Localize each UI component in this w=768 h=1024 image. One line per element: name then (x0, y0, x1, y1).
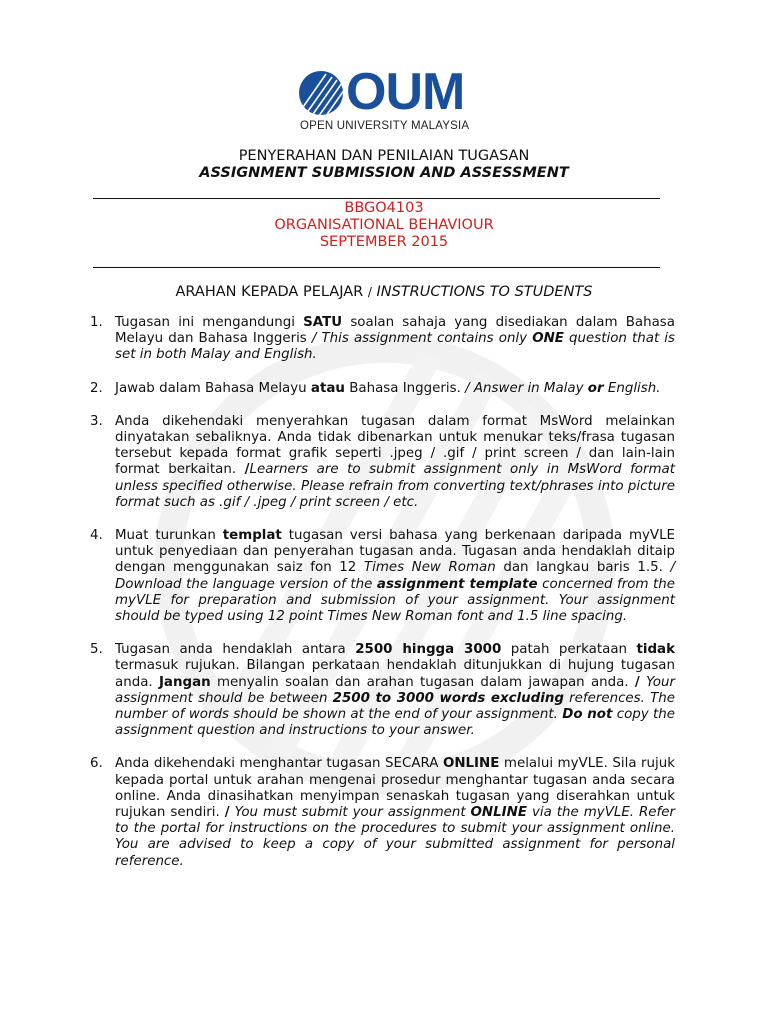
text-run: English. (603, 380, 661, 396)
text-run: dan langkau baris 1.5. (495, 560, 671, 576)
text-run: concerned from the myVLE for preparation and submission of your assignment. Your assignment should be typed using 12 point Times New Roman font and 1.5 line spacing. (115, 576, 675, 625)
text-run: Do not (562, 707, 613, 723)
text-run: / (244, 462, 250, 478)
instruction-number: 4. (90, 528, 103, 544)
text-run: Bahasa Inggeris. (344, 380, 466, 396)
text-run: / This assignment contains only (311, 331, 533, 347)
text-run: / (634, 674, 640, 690)
text-run: You must submit your assignment (229, 805, 471, 821)
oum-globe-icon (296, 68, 346, 118)
instruction-text (115, 315, 675, 364)
text-run: ONLINE (470, 805, 528, 821)
text-run: soalan sahaja yang disediakan dalam Bahasa Melayu dan Bahasa Inggeris (115, 315, 675, 347)
text-run: / Answer in Malay (465, 380, 588, 396)
text-run: or (587, 380, 604, 396)
instructions-list (90, 315, 675, 870)
text-run: Tugasan anda hendaklah antara (115, 642, 356, 658)
text-run: tidak (636, 642, 675, 658)
instruction-text (115, 756, 675, 869)
top-divider (93, 198, 660, 199)
instructions-heading-english: INSTRUCTIONS TO STUDENTS (376, 284, 593, 300)
course-name: ORGANISATIONAL BEHAVIOUR (274, 217, 494, 233)
instruction-item (90, 414, 675, 511)
text-run: Anda dikehendaki menghantar tugasan SECARA (115, 756, 443, 772)
instructions-heading (0, 284, 768, 300)
text-run: copy the assignment question and instructions to your answer. (115, 707, 675, 739)
instruction-item (90, 756, 675, 869)
text-run: ONE (532, 331, 564, 347)
text-run: question that is set in both Malay and English. (115, 331, 675, 363)
logo-wordmark: OUM (346, 63, 465, 121)
title-malay: PENYERAHAN DAN PENILAIAN TUGASAN (238, 148, 530, 164)
text-run: / (224, 805, 230, 821)
text-run: Times New Roman (363, 560, 496, 576)
oum-logo (296, 63, 476, 136)
text-run: Jawab dalam Bahasa Melayu (115, 380, 311, 396)
instruction-number: 2. (90, 380, 103, 396)
text-run: Your assignment should be between (115, 674, 675, 706)
instruction-item (90, 315, 675, 364)
text-run: templat (222, 528, 282, 544)
text-run: 2500 to 3000 words excluding (332, 690, 564, 706)
text-run: termasuk rujukan. Bilangan perkataan hendaklah ditunjukkan di hujung tugasan anda. (115, 658, 675, 690)
instruction-number: 1. (90, 315, 103, 330)
course-semester: SEPTEMBER 2015 (319, 234, 449, 250)
instruction-item (90, 381, 675, 397)
bottom-divider (93, 267, 660, 268)
text-run: tugasan versi bahasa yang berkenaan daripada myVLE untuk penyediaan dan penyerahan tugasan anda. Tugasan anda hendaklah ditaip dengan menggunakan saiz fon 12 (115, 528, 676, 576)
logo-subtitle: OPEN UNIVERSITY MALAYSIA (300, 120, 470, 132)
instruction-number: 5. (90, 642, 103, 658)
text-run: 2500 hingga 3000 (355, 642, 502, 658)
instruction-text (115, 642, 675, 739)
text-run: Tugasan ini mengandungi (115, 315, 304, 330)
instruction-text (115, 414, 675, 511)
text-run: Muat turunkan (115, 528, 223, 544)
text-run: Anda dikehendaki menyerahkan tugasan dalam format MsWord melainkan dinyatakan sebaliknya. Anda tidak dibenarkan untuk menukar teks/frasa tugasan tersebut kepada format grafik seperti .jpeg / .gif / print screen / dan lain-lain format berkaitan. (115, 413, 675, 478)
text-run: melalui myVLE. Sila rujuk kepada portal untuk arahan mengenai prosedur menghantar tugasan anda secara online. Anda dinasihatkan menyimpan senaskah tugasan yang diserahkan untuk rujukan sendiri. (115, 756, 675, 821)
text-run: references. The number of words should be shown at the end of your assignment. (115, 690, 675, 723)
text-run: atau (310, 380, 345, 396)
text-run: via the myVLE. Refer to the portal for instructions on the procedures to submit your assignment online. You are advised to keep a copy of your submitted assignment for personal reference. (115, 805, 675, 869)
instruction-text (115, 528, 675, 625)
text-run: patah perkataan (501, 642, 637, 658)
text-run: ONLINE (442, 756, 500, 772)
course-code: BBGO4103 (344, 200, 424, 216)
instructions-heading-separator: / (367, 285, 372, 299)
instruction-text (115, 381, 675, 397)
title-english: ASSIGNMENT SUBMISSION AND ASSESSMENT (199, 165, 569, 181)
text-run: Jangan (158, 674, 211, 690)
instruction-item (90, 528, 675, 625)
instruction-number: 3. (90, 413, 103, 429)
text-run: menyalin soalan dan arahan tugasan dalam jawapan anda. (210, 674, 635, 690)
text-run: assignment template (376, 576, 538, 592)
instruction-number: 6. (90, 756, 103, 772)
text-run: Learners are to submit assignment only in MsWord format unless specified otherwise. Please refrain from converting text/phrases into picture format such as .gif / .jpeg / print screen / etc. (115, 462, 676, 510)
instructions-heading-malay: ARAHAN KEPADA PELAJAR (175, 284, 364, 300)
instruction-item (90, 642, 675, 739)
text-run: SATU (303, 315, 343, 330)
text-run: / Download the language version of the (115, 560, 675, 592)
